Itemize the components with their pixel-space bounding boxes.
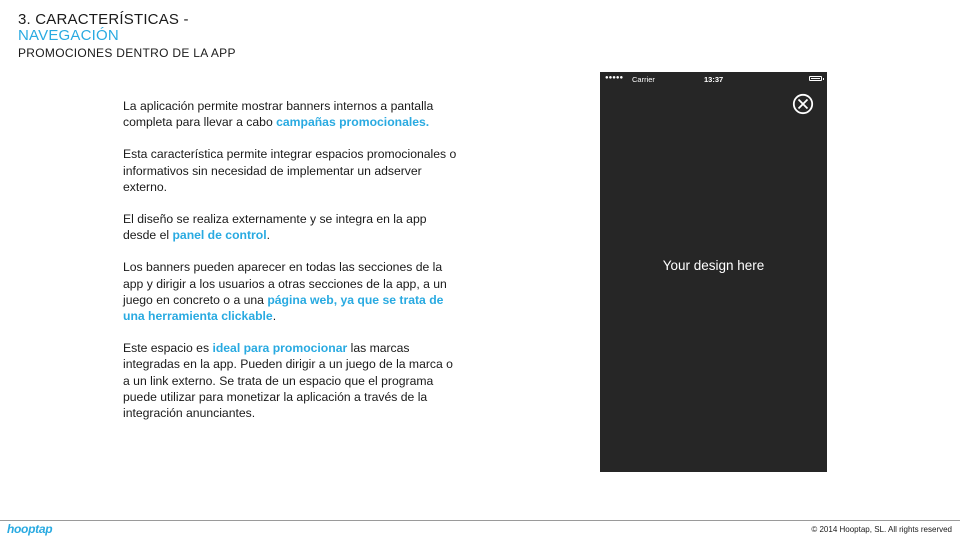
paragraph-1-text: La aplicación permite mostrar banners internos a pantalla completa para llevar a cabo <box>123 99 434 130</box>
paragraph-2 <box>123 146 458 195</box>
footer-divider <box>0 520 960 521</box>
paragraph-4 <box>123 259 458 324</box>
paragraph-5-text: Este espacio es <box>123 341 213 356</box>
highlight-campaigns: campañas promocionales. <box>276 115 430 130</box>
paragraph-3-text: El diseño se realiza externamente y se integra en la app desde el <box>123 212 427 243</box>
status-bar <box>600 72 827 86</box>
carrier-label: Carrier <box>632 75 655 84</box>
paragraph-1 <box>123 98 458 130</box>
slide-title <box>18 12 236 60</box>
status-time: 13:37 <box>704 75 724 84</box>
highlight-control-panel: panel de control <box>172 228 267 243</box>
close-icon[interactable] <box>792 93 814 115</box>
hooptap-logo: hooptap <box>7 522 53 536</box>
highlight-webpage: página web, ya que se trata de una herramienta clickable <box>123 292 444 324</box>
title-navigation: NAVEGACIÓN <box>18 27 119 44</box>
signal-strength-icon: ●●●●● <box>605 75 624 81</box>
phone-mockup <box>600 72 827 472</box>
paragraph-5 <box>123 340 458 421</box>
title-section-number: 3. CARACTERÍSTICAS - <box>18 11 189 28</box>
paragraph-4-end: . <box>272 309 277 324</box>
paragraph-2-text: Esta característica permite integrar espacios promocionales o informativos sin necesidad de implementar un adserver externo. <box>123 147 457 194</box>
paragraph-5-end: las marcas integradas en la app. Pueden dirigir a un juego de la marca o a un link externo. Se trata de un espacio que el programa puede utilizar para monetizar la aplicación a través de la integración anunciantes. <box>123 341 453 421</box>
paragraph-3 <box>123 211 458 243</box>
paragraph-3-end: . <box>266 228 270 243</box>
subtitle-promotions: PROMOCIONES DENTRO DE LA APP <box>18 46 236 60</box>
highlight-promote: ideal para promocionar <box>212 341 348 356</box>
description-text <box>123 98 458 437</box>
banner-placeholder-text: Your design here <box>662 258 765 273</box>
battery-icon <box>809 76 822 81</box>
paragraph-4-text: Los banners pueden aparecer en todas las secciones de la app y dirigir a los usuarios a otras secciones de la app, a un juego en concreto o a una <box>123 260 447 307</box>
copyright-notice: © 2014 Hooptap, SL. All rights reserved <box>811 525 952 534</box>
